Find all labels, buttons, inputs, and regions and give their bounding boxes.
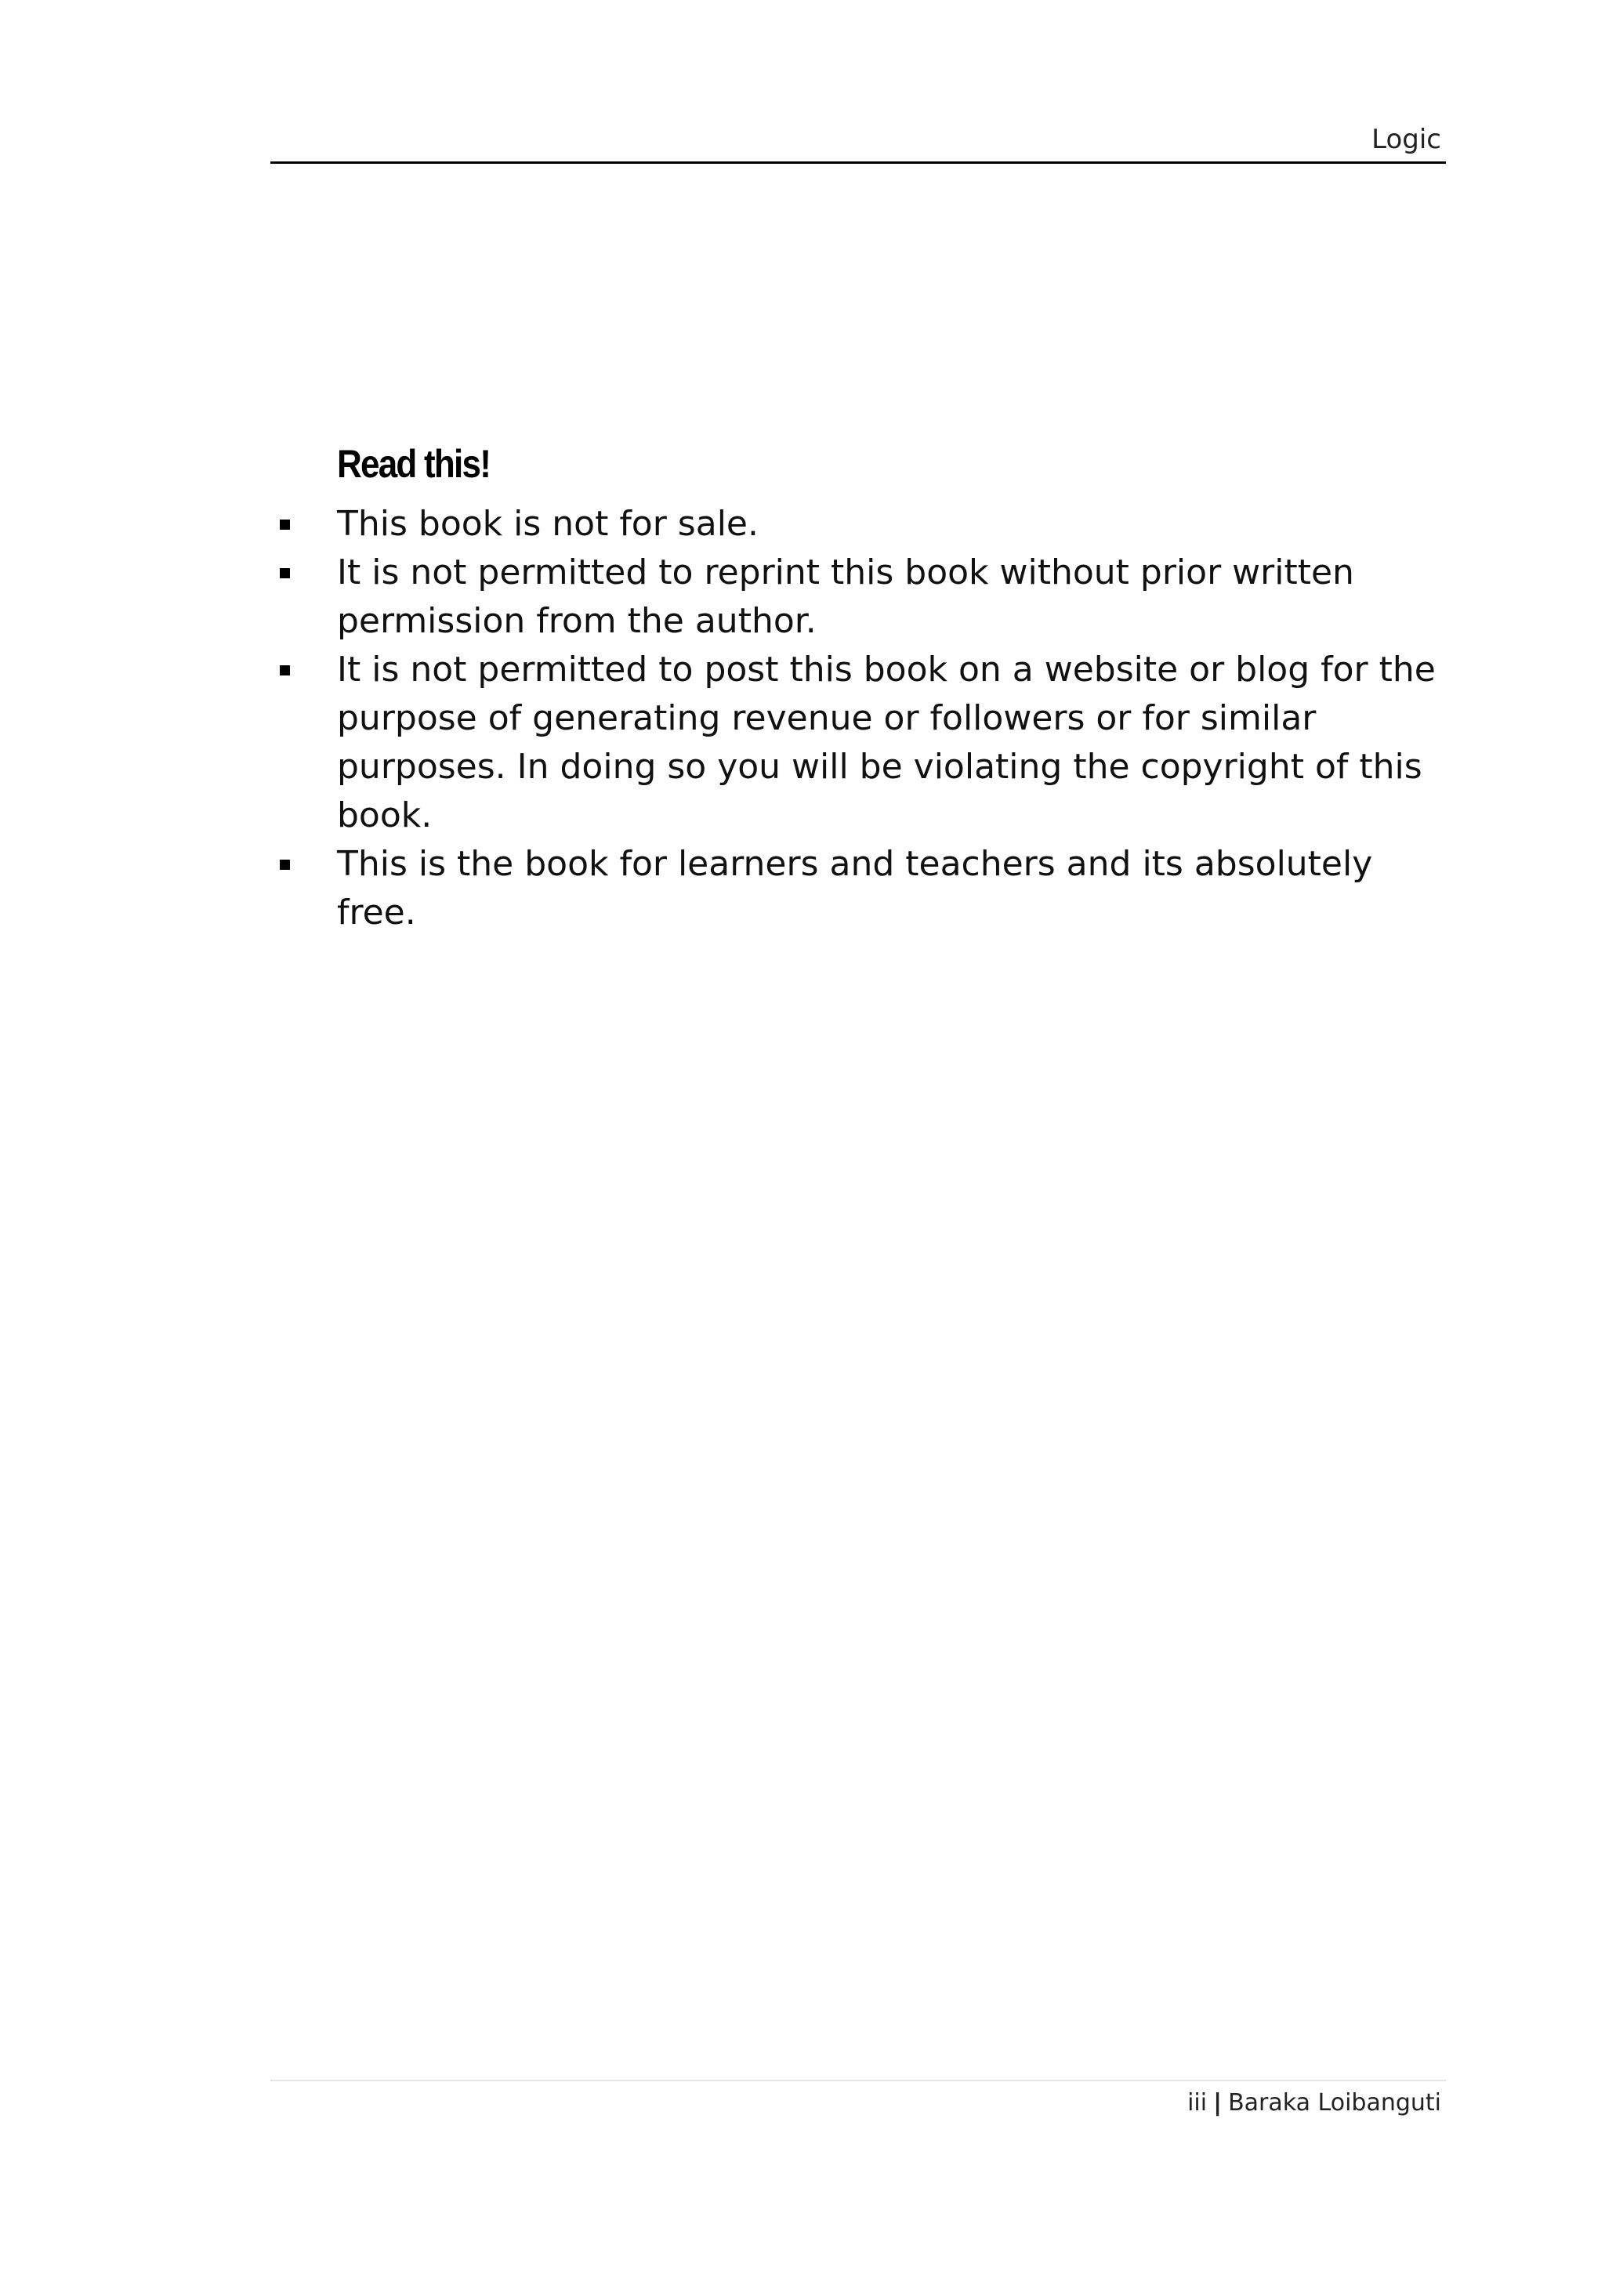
notice-title: Read this! (337, 442, 491, 486)
list-item-text: It is not permitted to reprint this book without prior written permission from the author. (337, 552, 1354, 641)
footer-separator: | (1213, 2089, 1223, 2117)
running-header-title: Logic (1371, 124, 1441, 155)
list-item (270, 840, 1446, 937)
square-bullet-icon (280, 860, 290, 870)
page-footer (270, 2080, 1446, 2117)
footer-author: Baraka Loibanguti (1228, 2089, 1441, 2117)
footer-text (1187, 2089, 1441, 2117)
list-item-text: It is not permitted to post this book on a website or blog for the purpose of generating revenue or followers or for similar purposes. In doing so you will be violating the copyright of this book. (337, 650, 1436, 835)
list-item-text: This book is not for sale. (337, 504, 759, 544)
square-bullet-icon (280, 665, 290, 675)
list-item (270, 549, 1446, 646)
list-item (270, 646, 1446, 840)
list-item (270, 500, 1446, 549)
page-number: iii (1187, 2089, 1208, 2117)
square-bullet-icon (280, 568, 290, 578)
list-item-text: This is the book for learners and teachers and its absolutely free. (337, 844, 1373, 933)
square-bullet-icon (280, 520, 290, 530)
notice-section (270, 439, 1446, 937)
notice-list (270, 500, 1446, 937)
page-header (270, 118, 1446, 164)
